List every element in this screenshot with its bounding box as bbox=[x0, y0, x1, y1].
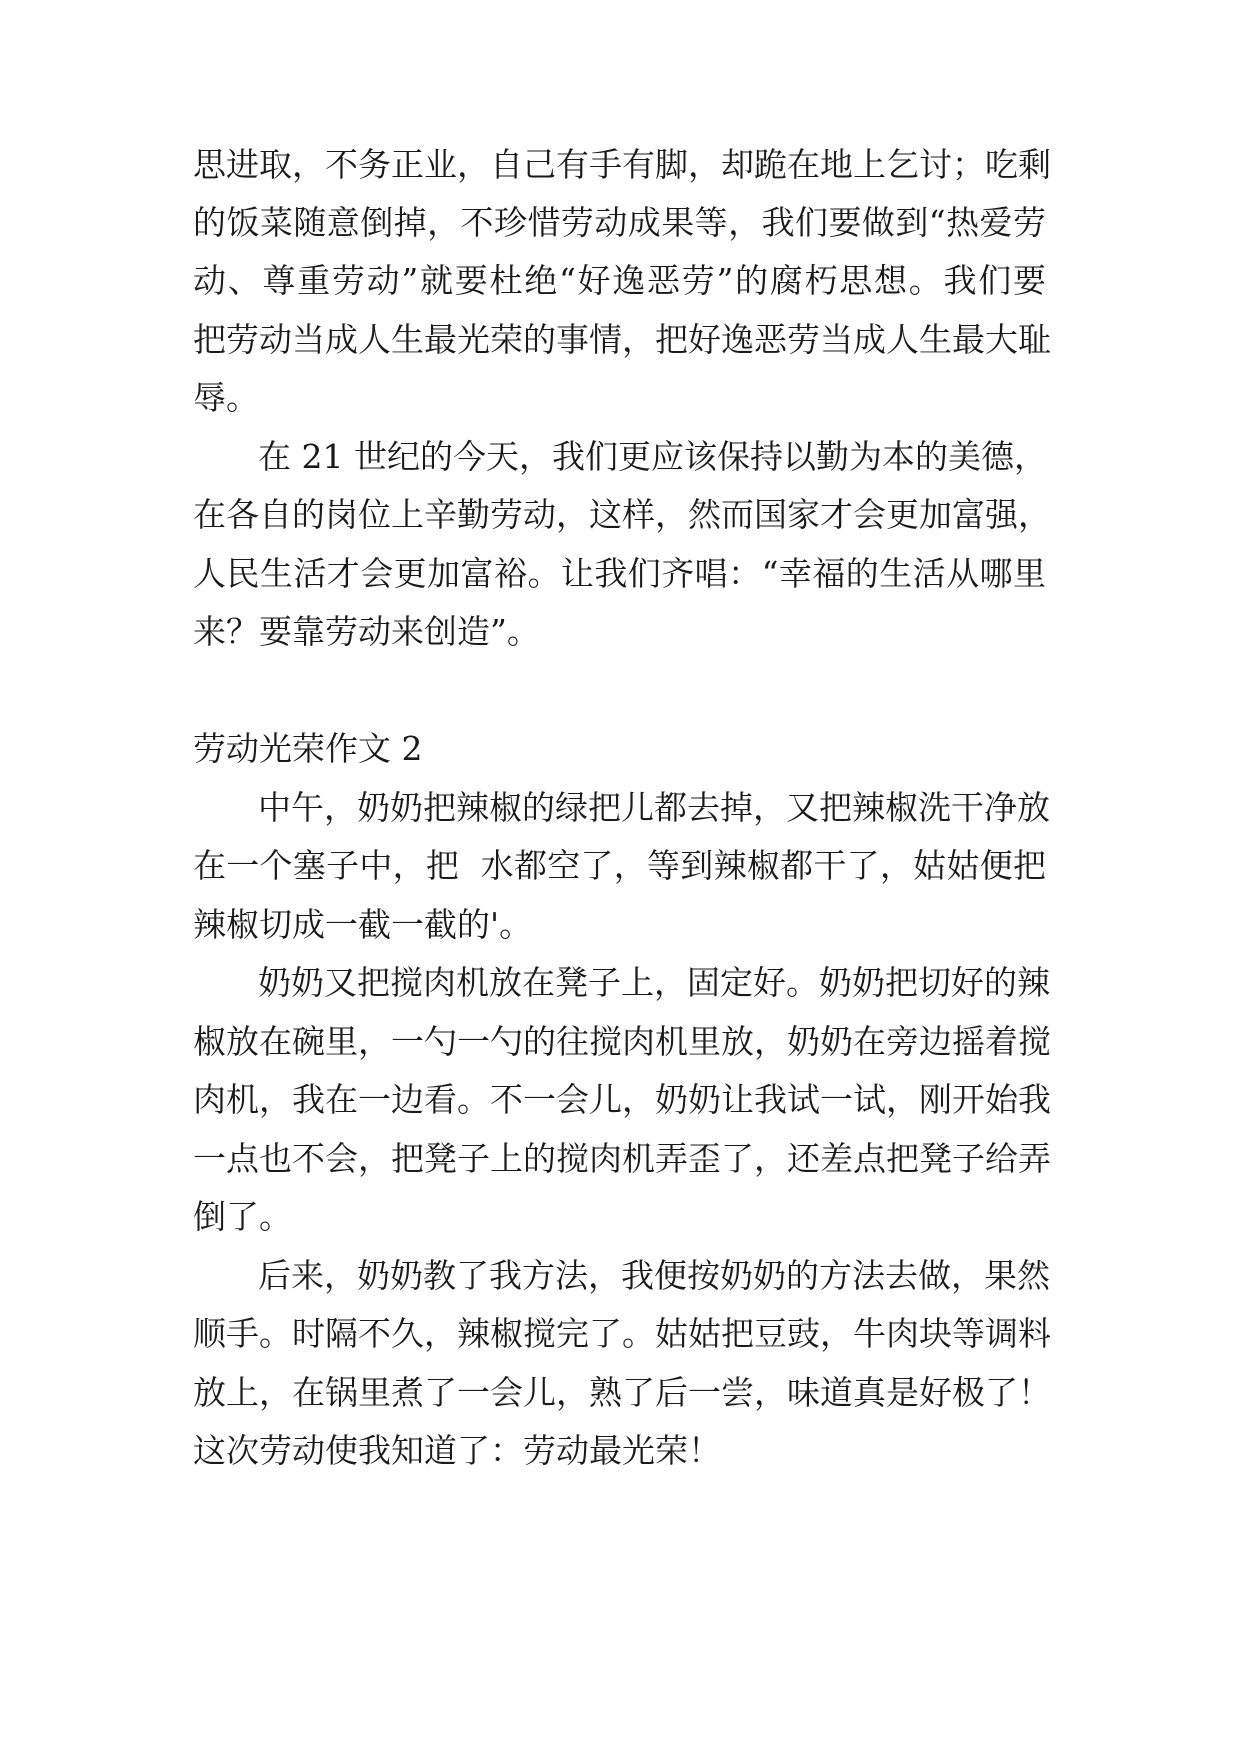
text-line: 放上，在锅里煮了一会儿，熟了后一尝，味道真是好极了！ bbox=[193, 1373, 1051, 1412]
text-line: 在各自的岗位上辛勤劳动，这样，然而国家才会更加富强， bbox=[193, 495, 1051, 534]
text-line: 把劳动当成人生最光荣的事情，把好逸恶劳当成人生最大耻 bbox=[193, 320, 1051, 359]
text-line: 思进取，不务正业，自己有手有脚，却跪在地上乞讨；吃剩 bbox=[193, 145, 1051, 184]
text-line: 顺手。时隔不久，辣椒搅完了。姑姑把豆豉，牛肉块等调料 bbox=[193, 1314, 1051, 1353]
text-line: 这次劳动使我知道了：劳动最光荣！ bbox=[193, 1431, 721, 1470]
essay-title: 劳动光荣作文 2 bbox=[193, 729, 423, 768]
text-line: 肉机，我在一边看。不一会儿，奶奶让我试一试，刚开始我 bbox=[193, 1080, 1051, 1119]
text-line: 来？要靠劳动来创造”。 bbox=[193, 612, 540, 651]
text-line: 动、尊重劳动”就要杜绝“好逸恶劳”的腐朽思想。我们要 bbox=[193, 261, 1046, 300]
text-line: 倒了。 bbox=[193, 1197, 292, 1236]
text-line: 人民生活才会更加富裕。让我们齐唱：“幸福的生活从哪里 bbox=[193, 554, 1046, 593]
text-line: 后来，奶奶教了我方法，我便按奶奶的方法去做，果然 bbox=[258, 1256, 1050, 1295]
text-line: 的饭菜随意倒掉，不珍惜劳动成果等，我们要做到“热爱劳 bbox=[193, 203, 1046, 242]
text-line: 椒放在碗里，一勺一勺的往搅肉机里放，奶奶在旁边摇着搅 bbox=[193, 1022, 1051, 1061]
text-line: 在 21 世纪的今天，我们更应该保持以勤为本的美德， bbox=[258, 437, 1047, 476]
text-line: 辣椒切成一截一截的'。 bbox=[193, 905, 533, 944]
text-line: 中午，奶奶把辣椒的绿把儿都去掉，又把辣椒洗干净放 bbox=[258, 788, 1050, 827]
text-line: 奶奶又把搅肉机放在凳子上，固定好。奶奶把切好的辣 bbox=[258, 963, 1050, 1002]
text-line: 一点也不会，把凳子上的搅肉机弄歪了，还差点把凳子给弄 bbox=[193, 1139, 1051, 1178]
text-line: 辱。 bbox=[193, 378, 259, 417]
text-line: 在一个塞子中，把 水都空了，等到辣椒都干了，姑姑便把 bbox=[193, 846, 1046, 885]
